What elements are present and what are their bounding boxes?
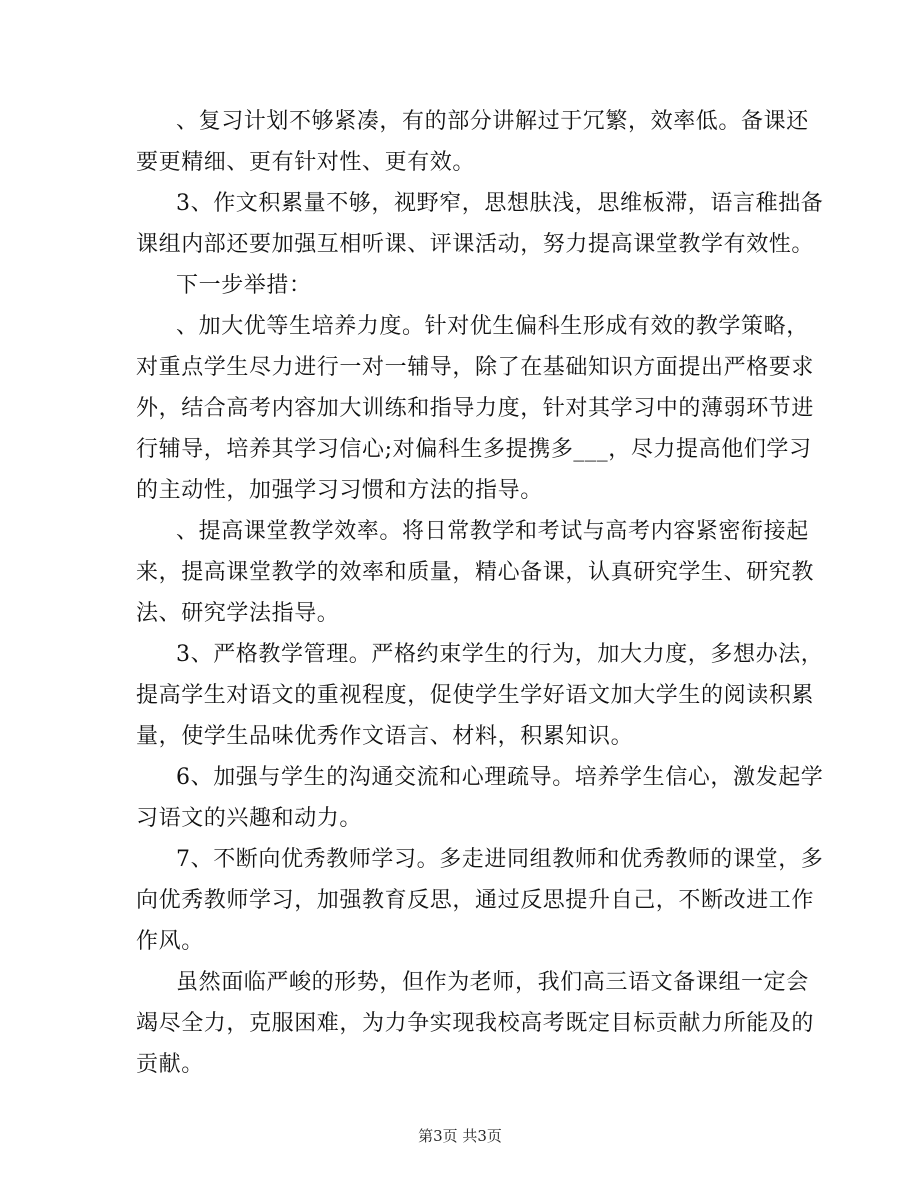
text-line: 习语文的兴趣和动力。 [136,806,363,831]
text-line: 课组内部还要加强互相听课、评课活动，努力提高课堂教学有效性。 [136,232,815,257]
text-line: 虽然面临严峻的形势，但作为老师，我们高三语文备课组一定会 [176,970,809,995]
text-line: 外，结合高考内容加大训练和指导力度，针对其学习中的薄弱环节进 [136,396,815,421]
text-line: 法、研究学法指导。 [136,601,340,626]
text-line: 来，提高课堂教学的效率和质量，精心备课，认真研究学生、研究教 [136,560,815,585]
text-line: 贡献。 [136,1052,204,1077]
text-line: 、加大优等生培养力度。针对优生偏科生形成有效的教学策略， [176,314,809,339]
text-line: 、提高课堂教学效率。将日常教学和考试与高考内容紧密衔接起 [176,519,809,544]
text-line: 提高学生对语文的重视程度，促使学生学好语文加大学生的阅读积累 [136,683,815,708]
text-line: 7、不断向优秀教师学习。多走进同组教师和优秀教师的课堂，多 [176,847,824,872]
text-line: 3、作文积累量不够，视野窄，思想肤浅，思维板滞，语言稚拙备 [176,191,824,216]
text-line: 下一步举措： [176,273,312,298]
text-line: 要更精细、更有针对性、更有效。 [136,150,476,175]
text-line: 6、加强与学生的沟通交流和心理疏导。培养学生信心，激发起学 [176,765,824,790]
text-line: 量，使学生品味优秀作文语言、材料，积累知识。 [136,724,634,749]
text-line: 行辅导，培养其学习信心;对偏科生多提携多___，尽力提高他们学习 [136,437,812,462]
page-number-footer: 第3页 共3页 [418,1127,502,1145]
text-line: 对重点学生尽力进行一对一辅导，除了在基础知识方面提出严格要求 [136,355,815,380]
text-line: 3、严格教学管理。严格约束学生的行为，加大力度，多想办法， [176,642,824,667]
text-line: 竭尽全力，克服困难，为力争实现我校高考既定目标贡献力所能及的 [136,1011,815,1036]
text-line: 、复习计划不够紧凑，有的部分讲解过于冗繁，效率低。备课还 [176,109,809,134]
text-line: 向优秀教师学习，加强教育反思，通过反思提升自己，不断改进工作 [136,888,815,913]
text-line: 作风。 [136,929,204,954]
text-line: 的主动性，加强学习习惯和方法的指导。 [136,478,543,503]
